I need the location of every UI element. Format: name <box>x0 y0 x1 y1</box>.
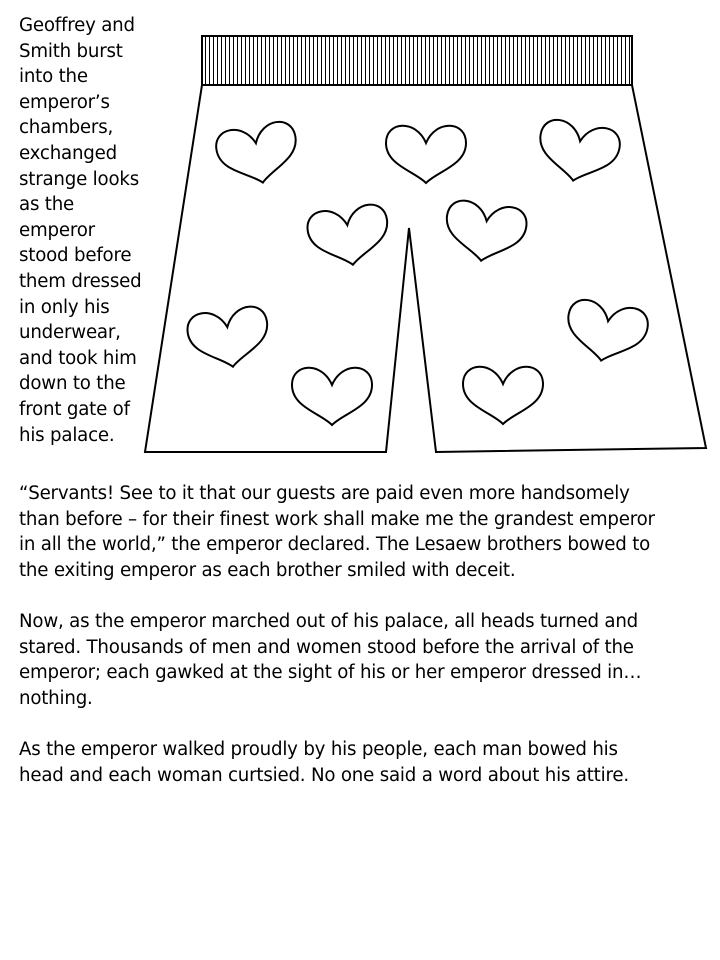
heart-boxer-shorts-illustration <box>140 30 712 460</box>
paragraph-bowing: As the emperor walked proudly by his people, each man bowed his head and each woman curtsied. No one said a word about his attire. <box>19 738 629 786</box>
story-body <box>19 481 714 814</box>
waistband <box>202 36 632 85</box>
paragraph-march: Now, as the emperor marched out of his palace, all heads turned and stared. Thousands of men and women stood before the arrival of the emperor; each gawked at the sight of his or her emperor dressed in… nothing. <box>19 610 642 709</box>
sidebar-story-text: Geoffrey and Smith burst into the emperor’s chambers, exchanged strange looks as the emperor stood before them dressed in only his underwear, and took him down to the front gate of his palace. <box>19 15 142 446</box>
heart-boxer-shorts-icon <box>140 30 712 460</box>
paragraph-servants: “Servants! See to it that our guests are paid even more handsomely than before – for their finest work shall make me the grandest emperor in all the world,” the emperor declared. The Lesaew brothers bowed to the exiting emperor as each brother smiled with deceit. <box>19 483 655 581</box>
